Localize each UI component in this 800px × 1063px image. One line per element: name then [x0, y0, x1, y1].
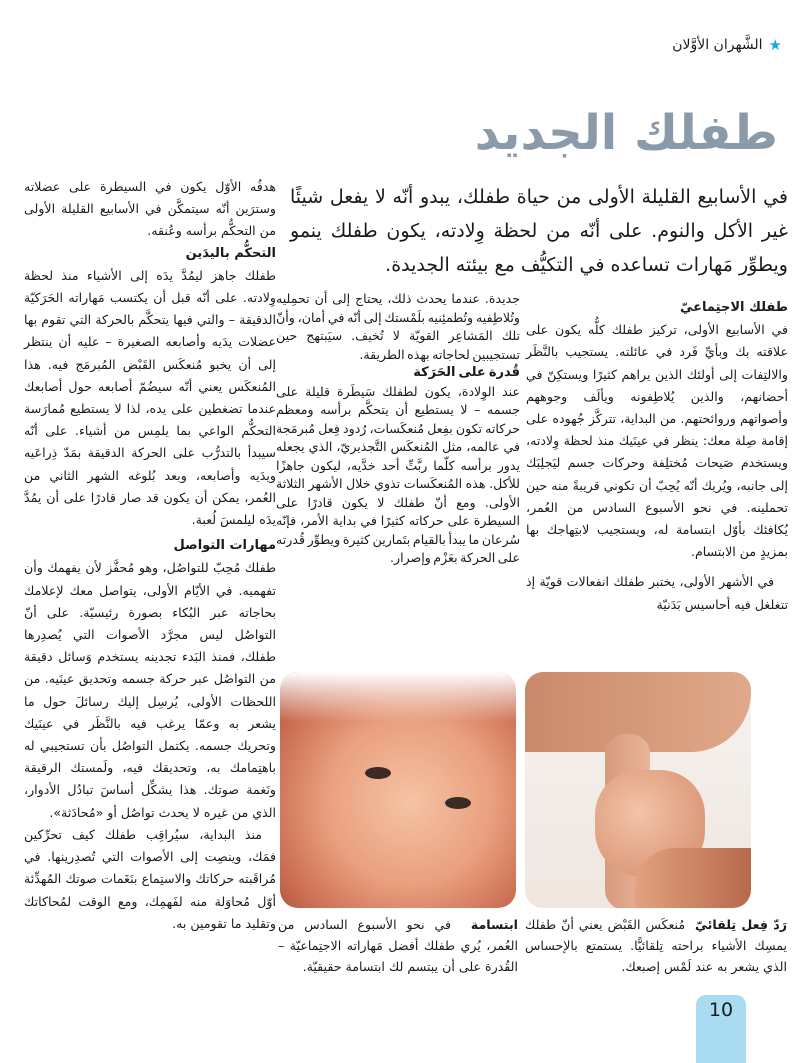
paragraph: في الأشهر الأولى، يختبر طفلك انفعالات قويّة إذ تتغلغل فيه أحاسيس بَدَنيّة: [526, 574, 788, 612]
star-icon: ★: [768, 36, 782, 54]
caption-text: مُنعكَس القَبْض يعني أنّ طفلك يمسِك الأشياء براحته تِلقائيًّا. يستمتع بالإحساس الذي يشعر به عند لَمْس إصبعك.: [525, 917, 787, 974]
paragraph: منذ البداية، سيُراقِب طفلك كيف تحرِّكين فمَك، وينصِت إلى الأصوات التي تُصدِرينها. في مُراقَبته حركاتك والاستِماع بنَغَمات صوتك المُهدِّئة أوّل مُحاوَلة منه لفَهمِك، ومع الوقت لمُحاكاتك وتقليد ما تقومين به.: [24, 826, 276, 931]
heading-movement: قُدرة على الحَرَكة: [413, 365, 520, 380]
baby-arm: [635, 848, 751, 908]
heading-hand-control: التحكُّم باليدَين: [185, 245, 276, 261]
baby-eye: [445, 797, 471, 809]
caption-hand: [525, 914, 787, 977]
intro-paragraph: في الأسابيع القليلة الأولى من حياة طفلك، يبدو أنّه لا يفعل شيئًا غير الأكل والنوم. على أنّه من لحظة وِلادته، يكون طفلك ينمو ويطوِّر مَهارات تساعده في التكيُّف مع بيئته الجديدة.: [290, 186, 788, 276]
left-column: [24, 176, 276, 935]
baby-smiling-photo: [280, 672, 516, 908]
page-number: 10: [696, 995, 746, 1063]
baby-grasping-finger-photo: [525, 672, 751, 908]
caption-label: ابتسامة: [470, 917, 518, 932]
page-title: طفلك الجديد: [474, 105, 778, 161]
paragraph: في الأسابيع الأولى، تركيز طفلك كلُّه يكون على علاقته بك وبأيِّ فَرد في عائلته. يستجيب بالنَّظَر والالتِفات إلى أولئك الذين يراهم كثيرًا ويستكِنّ في أحضانهم، والذين يُلاطِفونه ويألَف وجوههم وأصواتهم وروائحتهم. من البداية، تتركَّز جُهوده على إقامة صِلة معك: ينظر في عينَيك منذ لحظة وِلادته، ويستخدم صَيحات مُختلِفة وحركات جسم ليَجلِبَك إلى جانبه، ويُريك أنّه يُحِبّ أن تكوني قريبةً منه حين تحملينه. في نحو الأسبوع السادس من العُمر، يُكافئك بأوّل ابتسامة له، ويستجيب لابتِهاجك بها بمزيدٍ من الابتسام.: [526, 322, 788, 560]
caption-label: رَدّ فِعل تِلقائيّ: [694, 917, 787, 932]
paragraph: طفلك جاهز ليمُدَّ يدَه إلى الأشياء منذ لحظة وِلادته. على أنّه قبل أن يكتسب مَهاراته الحَرَكيّة الدقيقة – والتي فيها يتحكَّم بالحركة التي تقوم بها عضلات يدَيه وأصابعه الصغيرة – عليه أن ينتظر إلى أن يخبو مُنعكَس القَبْض المُبرمَج فيه. هذا المُنعكَس يعني أنّه سيضُمّ أصابعه حول أصابعك عندما تضغطين على يده، لذا لا يستطيع مُمارَسة التحكُّم الواعي بما يلمِس من أشياء. على أنّه سيبدأ بالتدرُّب على الحركة الدقيقة بمَدّ ذِراعَيه ويدَيه وأصابعه، وبعد بُلوغه الشهر الثاني من العُمر، يمكن أن يكون قد صار قادرًا على أن يمُدَّ يدَه ليلمسَ لُعبة.: [24, 267, 276, 528]
heading-communication: مهارات التواصل: [173, 538, 276, 554]
paragraph: هدفُه الأوّل يكون في السيطرة على عضلاته وسترَين أنّه سيتمكَّن في الأسابيع القليلة الأولى من التحكُّم برأسه وعُنقه.: [24, 179, 276, 239]
caption-baby: [278, 914, 518, 977]
baby-eye: [365, 767, 391, 779]
right-column: [526, 297, 788, 616]
caption-text: في نحو الأسبوع السادس من العُمر، يُري طفلك أفضل مَهاراته الاجتِماعيّة – القُدرة على أن يبتسم لك ابتسامة حقيقيّة.: [278, 917, 518, 974]
heading-social-baby: طفلك الاجتِماعيّ: [680, 300, 788, 315]
section-header: [672, 36, 782, 54]
paragraph: جديدة. عندما يحدث ذلك، يحتاج إلى أن تحمِليه وتُلاطِفيه وتُطمئِنيه بلَمْستك إلى أنّه في أمان، وأنّ تلك المَشاعِر القويّة لا تُخيف. سيَبتهج حين تستجيبين لحاجاته بهذه الطريقة.: [276, 291, 520, 362]
paragraph: عند الوِلادة، يكون لطفلك سَيطَرة قليلة على جسمه – لا يستطيع أن يتحكَّم برأسه ومعظم حركاته تكون بفِعل مُنعكَسات، رُدود فِعل مُبرمَجة في عالمه، مثل المُنعكَس التَّجذيريّ، الذي يجعله يدور برأسه كلّما ربَّتِّ أحد خدَّيه، ليكون جاهزًا للأكل. هذه المُنعكَسات تذوي خلال الأشهر الثلاثة الأولى. ومع أنّ طفلك لا يكون قادرًا على السيطرة على حركاته كثيرًا في بداية الأمر، فإنّه سُرعان ما يبدأ بالقيام بتَمارين كثيرة ويطوِّر قُدرته على الحركة بعَزْم وإصرار.: [276, 383, 520, 565]
middle-column: [276, 290, 520, 568]
paragraph: طفلك مُحِبّ للتواصُل، وهو مُحفَّز لأن يفهمك وأن تفهميه. في الأيّام الأولى، يتواصل معك لإعلامك بحاجاته عبر البُكاء بصورة رئيسيّة. على أنّ التواصُل ليس مجرَّد الأصوات التي يُصدِرها طفلك، فمنذ البَدء تجدينه يستخدم وَسائل دقيقة من التواصُل عبر حركة جسمه وتحديق عينَيه. من اللحظات الأولى، يُرسِل إليك رسائلَ حول ما يشعر به وعمّا يرغب فيه بالنَّظَر في عينَيك وتحريك جسمه. يكتمل التواصُل بأن تستجيبي له باهتِمامك به، وتحديقك فيه، ولَمستك الرقيقة ونَغمة صوتك. هذا يشكِّل أساسَ تبادُل الأدوار، الذي من غيره لا يحدث تواصُل أو «مُحادَثة».: [24, 560, 276, 820]
photo-background: [280, 672, 516, 722]
section-title: الشَّهران الأوَّلان: [672, 37, 763, 53]
